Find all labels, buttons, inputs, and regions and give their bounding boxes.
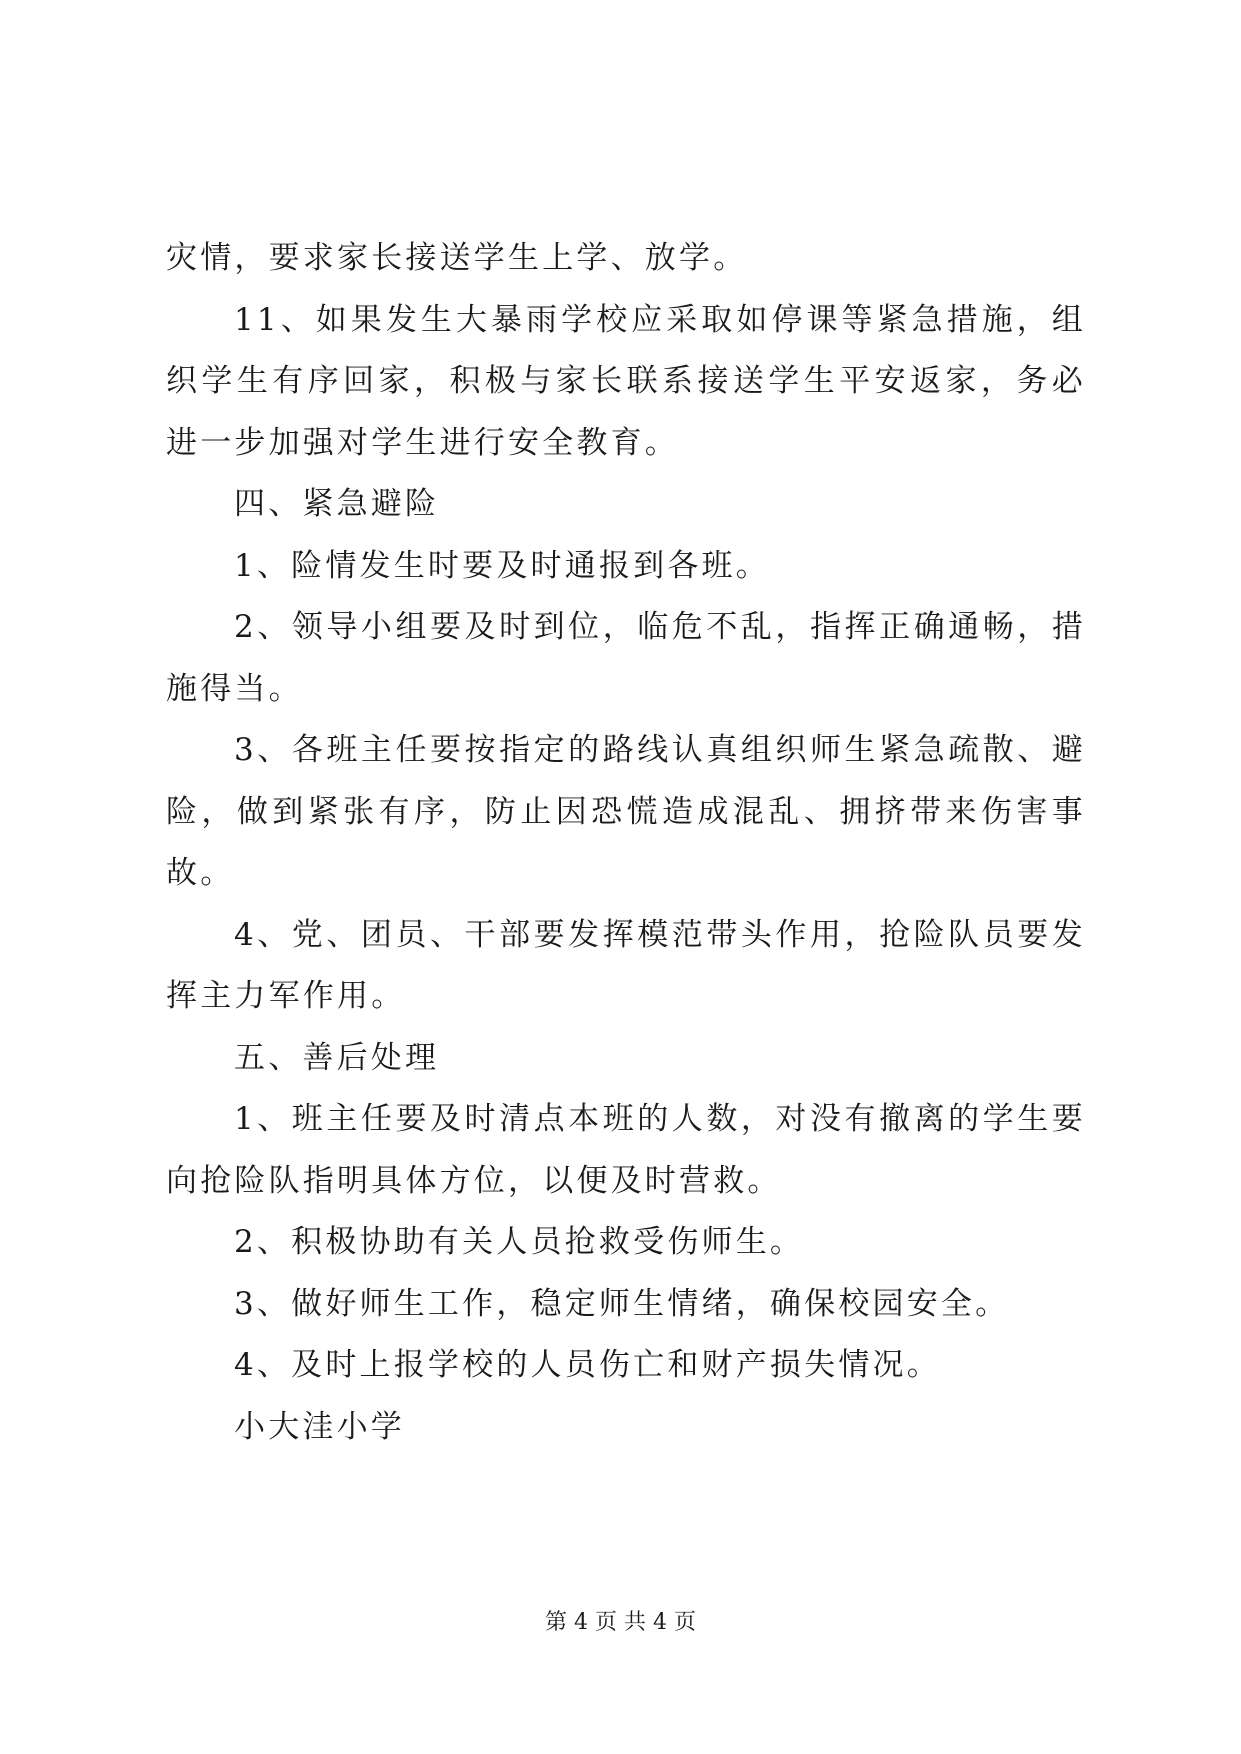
paragraph-item: 4、党、团员、干部要发挥模范带头作用，抢险队员要发挥主力军作用。	[166, 916, 1086, 1014]
document-body	[166, 228, 1086, 1458]
page-number: 第 4 页 共 4 页	[545, 1610, 696, 1635]
paragraph-item: 1、险情发生时要及时通报到各班。	[234, 547, 770, 584]
signature-school-name: 小大洼小学	[234, 1408, 405, 1445]
paragraph-item: 3、各班主任要按指定的路线认真组织师生紧急疏散、避险，做到紧张有序，防止因恐慌造成混乱、拥挤带来伤害事故。	[166, 732, 1086, 891]
section-heading-emergency-avoidance: 四、紧急避险	[234, 486, 440, 522]
paragraph-continuation: 灾情，要求家长接送学生上学、放学。	[166, 240, 748, 276]
paragraph-item: 3、做好师生工作，稳定师生情绪，确保校园安全。	[234, 1285, 1010, 1322]
paragraph-item: 1、班主任要及时清点本班的人数，对没有撤离的学生要向抢险队指明具体方位，以便及时营救。	[166, 1101, 1086, 1199]
section-heading-aftermath: 五、善后处理	[234, 1039, 440, 1076]
paragraph-item: 4、及时上报学校的人员伤亡和财产损失情况。	[234, 1347, 941, 1383]
paragraph-item: 2、领导小组要及时到位，临危不乱，指挥正确通畅，措施得当。	[166, 609, 1086, 707]
paragraph-item-11: 11、如果发生大暴雨学校应采取如停课等紧急措施，组织学生有序回家，积极与家长联系接送学生平安返家，务必进一步加强对学生进行安全教育。	[166, 301, 1086, 461]
page-footer	[0, 1608, 1241, 1638]
paragraph-item: 2、积极协助有关人员抢救受伤师生。	[234, 1224, 805, 1260]
